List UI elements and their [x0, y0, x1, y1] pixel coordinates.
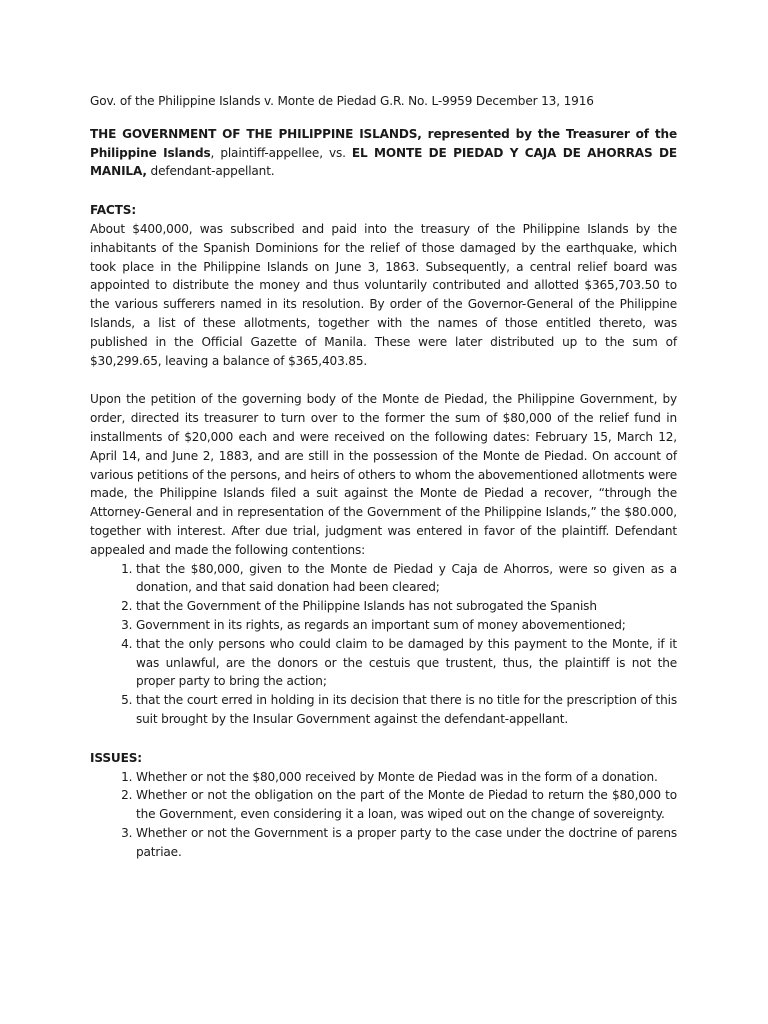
issue-item: 3. Whether or not the Government is a proper party to the case under the doctrine of parens patriae.: [136, 824, 677, 862]
facts-heading-text: FACTS: [90, 203, 132, 218]
defendant-name: EL MONTE DE PIEDAD Y CAJA DE AHORRAS DE MANILA,: [90, 145, 677, 179]
plaintiff-role: , plaintiff-appellee, vs.: [210, 145, 352, 160]
defendant-role: defendant-appellant.: [146, 164, 275, 179]
contention-item: 2. that the Government of the Philippine Islands has not subrogated the Spanish: [136, 597, 677, 616]
document-page: [90, 92, 677, 861]
facts-heading-colon: :: [131, 203, 137, 218]
contentions-list: [90, 560, 677, 729]
contention-item: 3. Government in its rights, as regards an important sum of money abovementioned;: [136, 616, 677, 635]
issue-item: 1. Whether or not the $80,000 received by Monte de Piedad was in the form of a donation.: [136, 768, 677, 787]
contention-item: 5. that the court erred in holding in its decision that there is no title for the prescription of this suit brought by the Insular Government against the defendant-appellant.: [136, 691, 677, 729]
issues-list: [90, 768, 677, 862]
facts-heading: [90, 201, 677, 220]
parties-line: [90, 125, 677, 181]
case-title: Gov. of the Philippine Islands v. Monte de Piedad G.R. No. L-9959 December 13, 1916: [90, 94, 594, 108]
facts-paragraph-2: Upon the petition of the governing body of the Monte de Piedad, the Philippine Government, by order, directed its treasurer to turn over to the former the sum of $80,000 of the relief fund in installments of $20,000 each and were received on the following dates: February 15, March 12, April 14, and June 2, 1883, and are still in the possession of the Monte de Piedad. On account of various petitions of the persons, and heirs of others to whom the abovementioned allotments were made, the Philippine Islands filed a suit against the Monte de Piedad a recover, “through the Attorney-General and in representation of the Government of the Philippine Islands,” the $80.000, together with interest. After due trial, judgment was entered in favor of the plaintiff. Defendant appealed and made the following contentions:: [90, 392, 677, 557]
contention-item: 4. that the only persons who could claim to be damaged by this payment to the Monte, if it was unlawful, are the donors or the cestuis que trustent, thus, the plaintiff is not the proper party to bring the action;: [136, 635, 677, 691]
facts-paragraph-1: About $400,000, was subscribed and paid into the treasury of the Philippine Islands by the inhabitants of the Spanish Dominions for the relief of those damaged by the earthquake, which took place in the Philippine Islands on June 3, 1863. Subsequently, a central relief board was appointed to distribute the money and thus voluntarily contributed and allotted $365,703.50 to the various sufferers named in its resolution. By order of the Governor-General of the Philippine Islands, a list of these allotments, together with the names of those entitled thereto, was published in the Official Gazette of Manila. These were later distributed up to the sum of $30,299.65, leaving a balance of $365,403.85.: [90, 221, 677, 368]
contention-item: 1. that the $80,000, given to the Monte de Piedad y Caja de Ahorros, were so given as a donation, and that said donation had been cleared;: [136, 560, 677, 598]
issue-item: 2. Whether or not the obligation on the part of the Monte de Piedad to return the $80,000 to the Government, even considering it a loan, was wiped out on the change of sovereignty.: [136, 786, 677, 824]
plaintiff-name: THE GOVERNMENT OF THE PHILIPPINE ISLANDS, represented by the Treasurer of the Philippine Islands: [90, 126, 677, 160]
issues-heading: ISSUES:: [90, 750, 142, 765]
